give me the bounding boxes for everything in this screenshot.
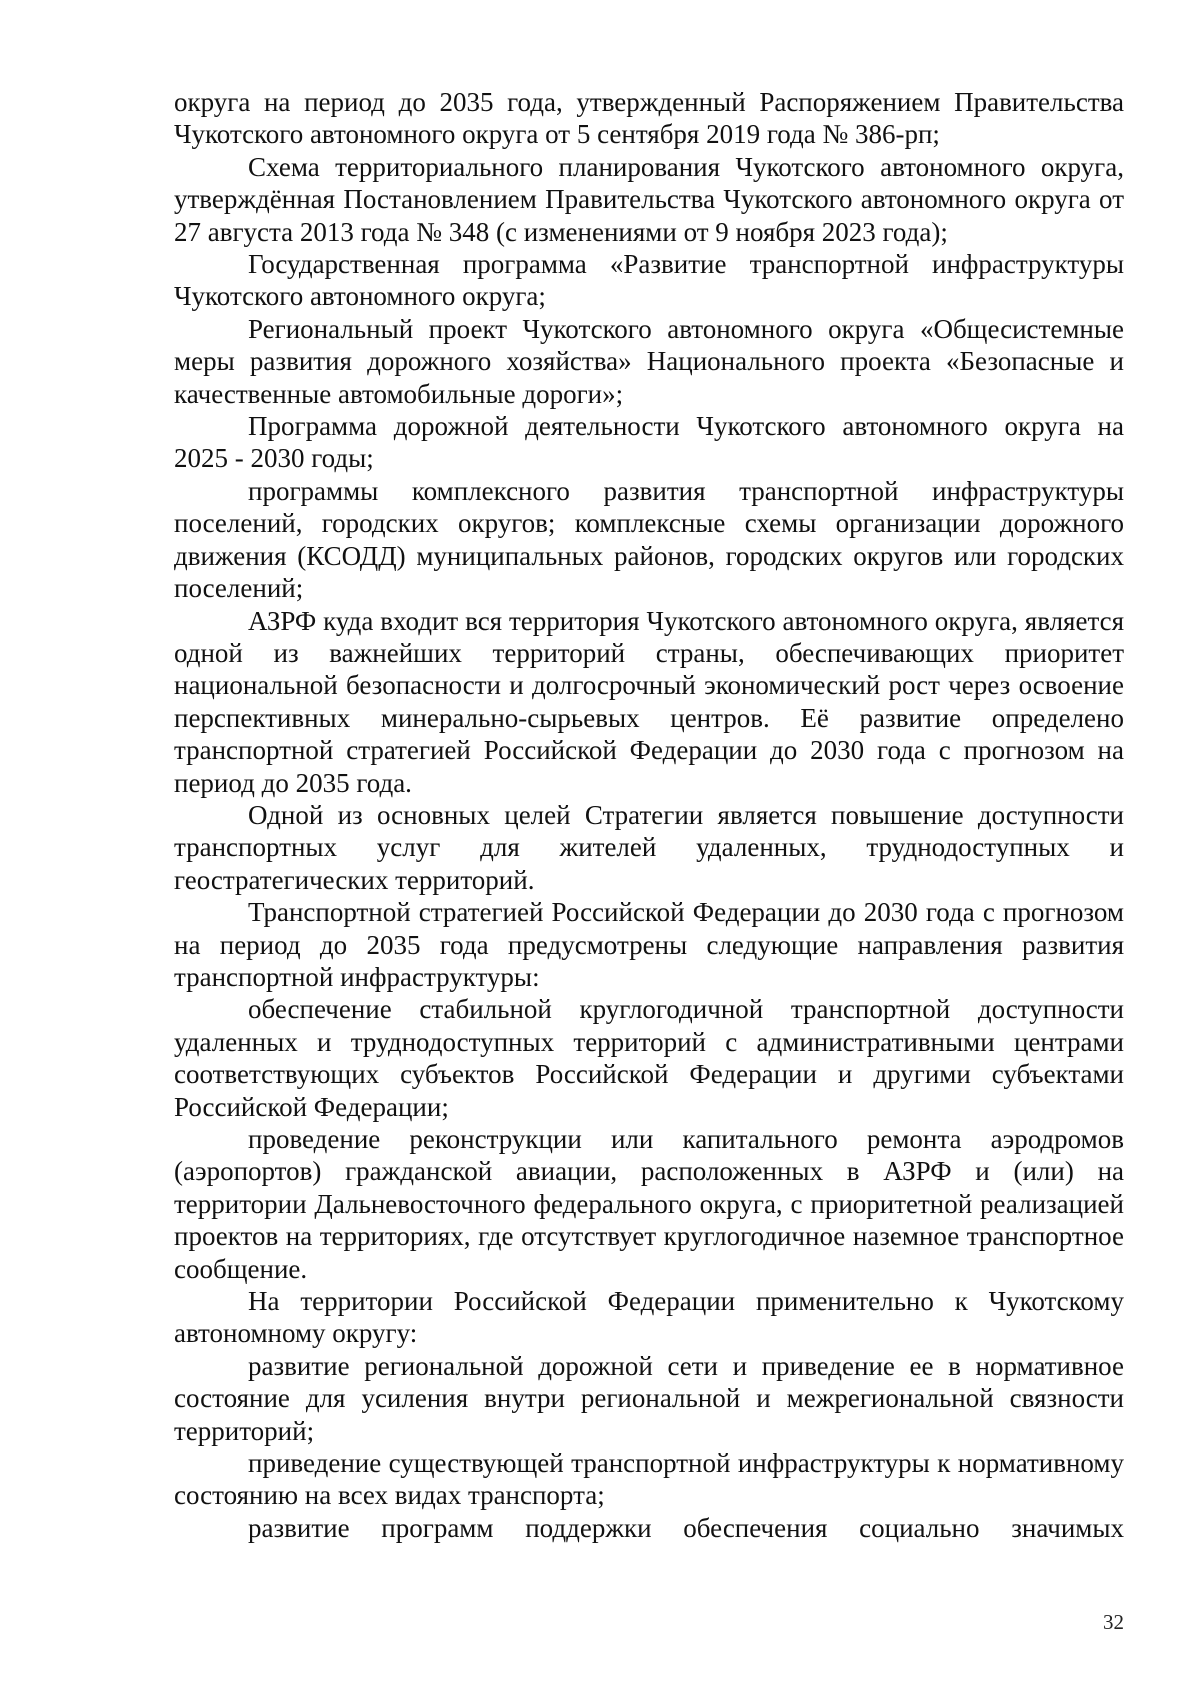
paragraph-12: На территории Российской Федерации применительно к Чукотскому автономному округу:: [174, 1286, 1124, 1349]
paragraph-3: Государственная программа «Развитие транспортной инфраструктуры Чукотского автономного округа;: [174, 249, 1124, 312]
paragraph-11: проведение реконструкции или капитального ремонта аэродромов (аэропортов) гражданской авиации, расположенных в АЗРФ и (или) на территории Дальневосточного федерального округа, с приоритетной реализацией проектов на территориях, где отсутствует круглогодичное наземное транспортное сообщение.: [174, 1124, 1124, 1284]
paragraph-9: Транспортной стратегией Российской Федерации до 2030 года с прогнозом на период до 2035 года предусмотрены следующие направления развития транспортной инфраструктуры:: [174, 897, 1124, 992]
paragraph-4: Региональный проект Чукотского автономного округа «Общесистемные меры развития дорожного хозяйства» Национального проекта «Безопасные и качественные автомобильные дороги»;: [174, 313, 1124, 409]
paragraph-5: Программа дорожной деятельности Чукотского автономного округа на 2025 - 2030 годы;: [174, 411, 1124, 474]
page-number: 32: [1103, 1610, 1124, 1634]
paragraph-15: развитие программ поддержки обеспечения социально значимых: [248, 1512, 1124, 1543]
paragraph-10: обеспечение стабильной круглогодичной транспортной доступности удаленных и труднодоступных территорий с административными центрами соответствующих субъектов Российской Федерации и другими субъектами Российской Федерации;: [174, 994, 1124, 1122]
document-body: [174, 86, 1124, 1544]
paragraph-6: программы комплексного развития транспортной инфраструктуры поселений, городских округов; комплексные схемы организации дорожного движения (КСОДД) муниципальных районов, городских округов или городских поселений;: [174, 475, 1124, 604]
paragraph-2: Схема территориального планирования Чукотского автономного округа, утверждённая Постановлением Правительства Чукотского автономного округа от 27 августа 2013 года № 348 (с изменениями от 9 ноября 2023 года);: [174, 151, 1124, 247]
paragraph-7: АЗРФ куда входит вся территория Чукотского автономного округа, является одной из важнейших территорий страны, обеспечивающих приоритет национальной безопасности и долгосрочный экономический рост через освоение перспективных минерально-сырьевых центров. Её развитие определено транспортной стратегией Российской Федерации до 2030 года с прогнозом на период до 2035 года.: [174, 605, 1124, 798]
paragraph-14: приведение существующей транспортной инфраструктуры к нормативному состоянию на всех видах транспорта;: [174, 1448, 1124, 1511]
paragraph-1: округа на период до 2035 года, утвержденный Распоряжением Правительства Чукотского автономного округа от 5 сентября 2019 года № 386-рп;: [174, 87, 1124, 150]
paragraph-8: Одной из основных целей Стратегии является повышение доступности транспортных услуг для жителей удаленных, труднодоступных и геостратегических территорий.: [174, 799, 1124, 895]
paragraph-13: развитие региональной дорожной сети и приведение ее в нормативное состояние для усиления внутри региональной и межрегиональной связности территорий;: [174, 1350, 1124, 1446]
